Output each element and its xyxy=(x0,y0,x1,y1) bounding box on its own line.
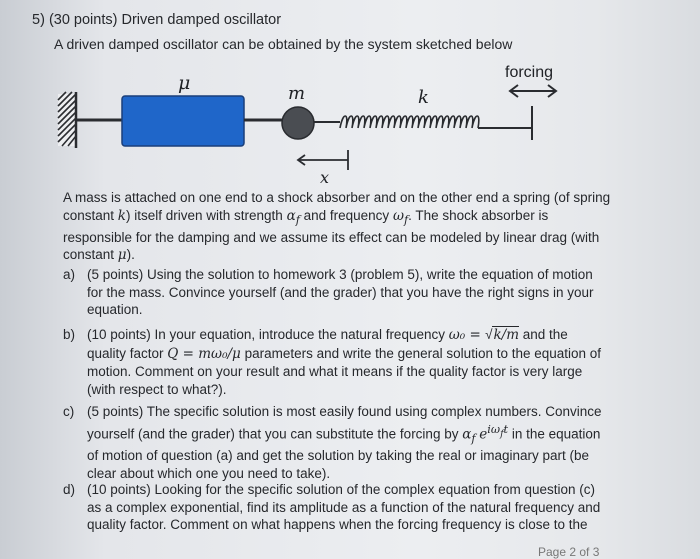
double-arrow-icon xyxy=(510,85,556,97)
item-text: (5 points) Using the solution to homework 3 (problem 5), write the equation of motion for the mass. Convince yourself (and the grader) that you have the right signs in your equation. xyxy=(87,267,594,317)
spring-coils xyxy=(340,116,479,128)
spring-label: k xyxy=(418,87,429,108)
item-text: (10 points) In your equation, introduce the natural frequency ω₀ = √k/m and the quality factor Q = mω₀/μ parameters and write the general solution to the equation of motion. Comment on your result and what it means if the quality factor is very large (with respect to what?). xyxy=(87,327,602,397)
description-line: responsible for the damping and we assume its effect can be modeled by linear drag (with xyxy=(63,229,600,245)
item-label: c) xyxy=(63,404,75,419)
question-item-b xyxy=(63,326,603,398)
item-text: (5 points) The specific solution is most easily found using complex numbers. Convince yourself (and the grader) that you can substitute the forcing by $\alpha_f$ $e^{i\omega_ft}$ in the equation of motion of question (a) and get the solution by taking the real or imaginary part (be clear about which one you need to take). xyxy=(87,404,602,481)
mass-label: m xyxy=(288,83,306,104)
item-label: b) xyxy=(63,327,76,342)
displacement-arrow-icon xyxy=(298,150,348,170)
wall-icon xyxy=(58,92,76,148)
item-label: a) xyxy=(63,267,76,282)
question-title: (30 points) Driven damped oscillator xyxy=(48,12,282,28)
problem-description xyxy=(63,189,611,265)
page-footer: Page 2 of 3 xyxy=(538,545,600,559)
damper-body xyxy=(122,96,244,146)
displacement-label: x xyxy=(320,168,330,187)
mass-ball xyxy=(282,107,314,139)
question-item-d xyxy=(63,481,603,534)
item-label: d) xyxy=(63,482,76,497)
description-line: constant μ). xyxy=(63,247,135,264)
description-line: A mass is attached on one end to a shock absorber and on the other end a spring (of spring xyxy=(63,190,611,205)
question-item-a xyxy=(63,266,603,319)
question-intro: A driven damped oscillator can be obtained by the system sketched below xyxy=(54,36,513,52)
question-item-c xyxy=(63,403,603,482)
description-line: constant k) itself driven with strength $\alpha_f$ and frequency $\omega_f$. The shock absorber is xyxy=(63,207,549,227)
damper-label: μ xyxy=(178,72,191,94)
item-text: (10 points) Looking for the specific solution of the complex equation from question (c) as a complex exponential, find its amplitude as a function of the natural frequency and quality factor. Comment on what happens when the forcing frequency is close to the xyxy=(87,482,601,532)
forcing-label: forcing xyxy=(505,64,554,81)
question-number: 5) xyxy=(32,12,45,28)
